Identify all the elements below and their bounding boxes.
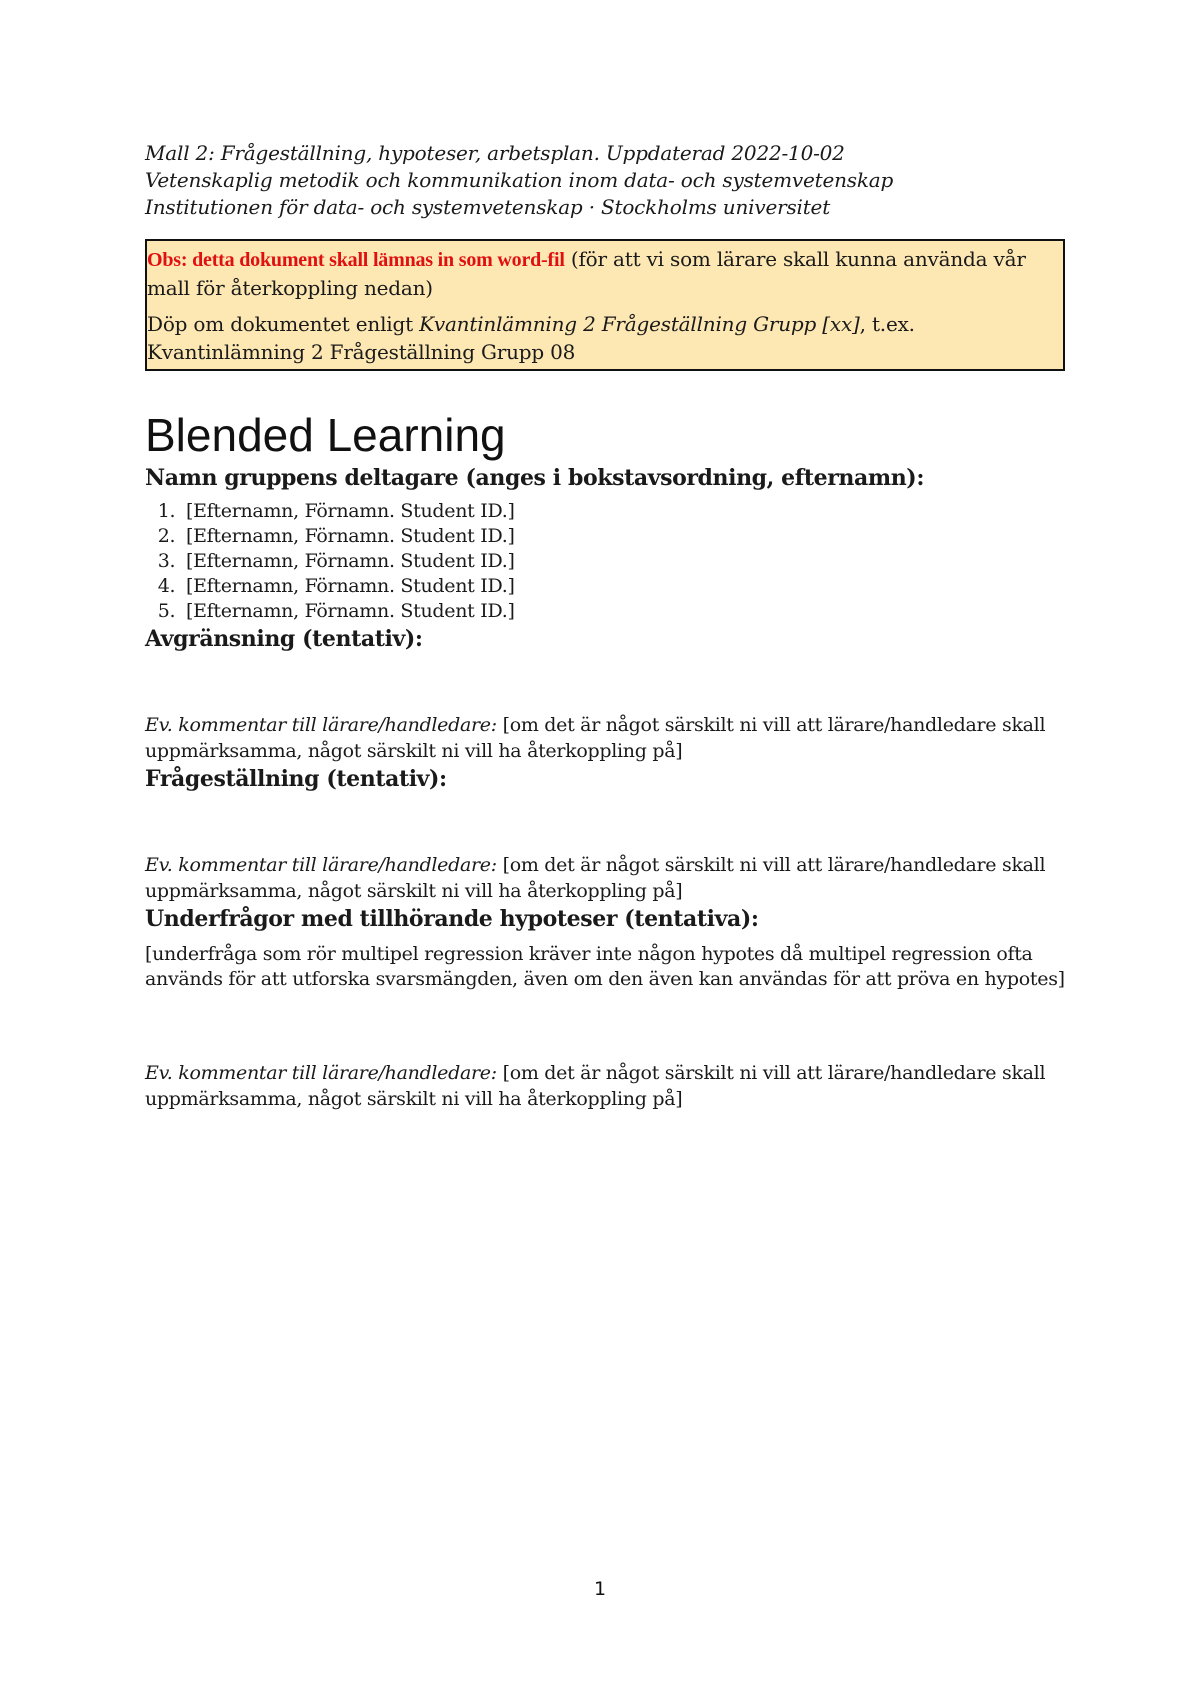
underfragor-comment — [145, 1060, 1075, 1112]
header-course-line: Vetenskaplig metodik och kommunikation inom data- och systemvetenskap — [145, 168, 894, 192]
participant-item: 3. [Efternamn, Förnamn. Student ID.] — [181, 549, 1075, 574]
fragestallning-heading: Frågeställning (tentativ): — [145, 766, 447, 792]
comment-lead: Ev. kommentar till lärare/handledare: — [145, 854, 497, 876]
document-title: Blended Learning — [145, 409, 506, 461]
underfragor-heading: Underfrågor med tillhörande hypoteser (tentativa): — [145, 906, 759, 932]
notice-obs-emphasis: Obs: detta dokument skall lämnas in som word-fil — [147, 249, 565, 271]
underfragor-text: [underfråga som rör multipel regression kräver inte någon hypotes då multipel regression ofta används för att utforska svarsmängden, även om den även kan användas för att pröva en hypotes] — [145, 943, 1065, 990]
header-institution-line: Institutionen för data- och systemvetenskap · Stockholms universitet — [145, 195, 831, 219]
notice-rename-suffix: , t.ex. Kvantinlämning 2 Frågeställning Grupp 08 — [147, 312, 915, 364]
header-template-line: Mall 2: Frågeställning, hypoteser, arbetsplan. Uppdaterad 2022-10-02 — [145, 141, 845, 165]
document-page — [145, 140, 1075, 1112]
comment-text: [om det är något särskilt ni vill att lärare/handledare skall uppmärksamma, något särskilt ni vill ha återkoppling på] — [145, 714, 1046, 762]
participant-item: 4. [Efternamn, Förnamn. Student ID.] — [181, 574, 1075, 599]
comment-text: [om det är något särskilt ni vill att lärare/handledare skall uppmärksamma, något särskilt ni vill ha återkoppling på] — [145, 854, 1046, 902]
document-header — [145, 140, 1075, 221]
participant-item: 1. [Efternamn, Förnamn. Student ID.] — [181, 499, 1075, 524]
comment-text: [om det är något särskilt ni vill att lärare/handledare skall uppmärksamma, något särskilt ni vill ha återkoppling på] — [145, 1062, 1046, 1110]
avgransning-heading: Avgränsning (tentativ): — [145, 626, 423, 652]
notice-box — [145, 239, 1065, 371]
participants-list — [145, 499, 1075, 624]
participants-heading: Namn gruppens deltagare (anges i bokstavsordning, efternamn): — [145, 465, 925, 491]
notice-rename-prefix: Döp om dokumentet enligt — [147, 312, 420, 336]
notice-obs-paragraph — [147, 245, 1057, 302]
fragestallning-comment — [145, 852, 1075, 904]
participant-item: 5. [Efternamn, Förnamn. Student ID.] — [181, 599, 1075, 624]
notice-rename-filename: Kvantinlämning 2 Frågeställning Grupp [xx] — [419, 312, 860, 336]
participant-item: 2. [Efternamn, Förnamn. Student ID.] — [181, 524, 1075, 549]
notice-rename-paragraph — [147, 310, 1057, 366]
comment-lead: Ev. kommentar till lärare/handledare: — [145, 714, 497, 736]
avgransning-comment — [145, 712, 1075, 764]
page-number: 1 — [593, 1578, 607, 1600]
notice-obs-text: (för att vi som lärare skall kunna använda vår mall för återkoppling nedan) — [147, 247, 1026, 300]
comment-lead: Ev. kommentar till lärare/handledare: — [145, 1062, 497, 1084]
